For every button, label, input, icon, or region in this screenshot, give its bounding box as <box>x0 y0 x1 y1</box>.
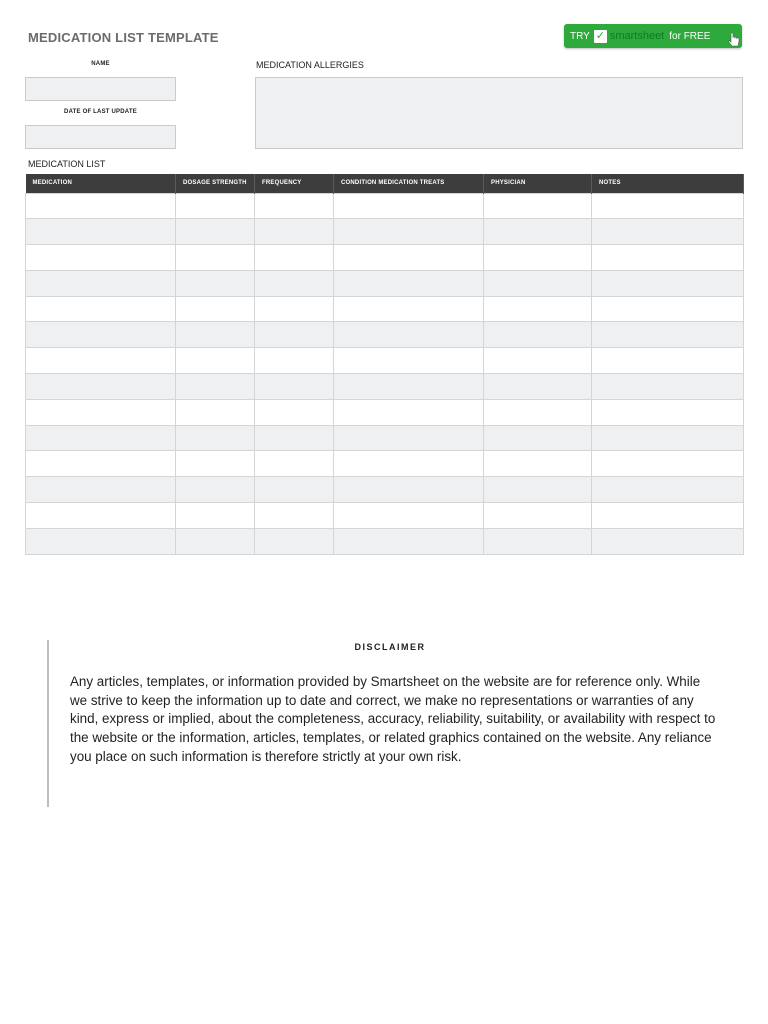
table-cell[interactable] <box>484 245 592 271</box>
table-cell[interactable] <box>592 322 744 348</box>
date-field[interactable] <box>25 125 176 149</box>
table-cell[interactable] <box>592 374 744 400</box>
table-cell[interactable] <box>255 451 334 477</box>
table-header-row <box>26 174 744 193</box>
table-cell[interactable] <box>592 270 744 296</box>
table-cell[interactable] <box>592 425 744 451</box>
table-row <box>26 399 744 425</box>
table-cell[interactable] <box>176 528 255 554</box>
table-cell[interactable] <box>176 503 255 529</box>
table-cell[interactable] <box>26 503 176 529</box>
medication-list-label: MEDICATION LIST <box>28 159 106 169</box>
column-header-condition: CONDITION MEDICATION TREATS <box>334 174 484 193</box>
table-cell[interactable] <box>255 322 334 348</box>
table-row <box>26 322 744 348</box>
smartsheet-logo-text: smartsheet <box>609 30 665 42</box>
table-cell[interactable] <box>26 425 176 451</box>
table-cell[interactable] <box>26 193 176 219</box>
table-cell[interactable] <box>176 374 255 400</box>
table-cell[interactable] <box>484 425 592 451</box>
table-row <box>26 503 744 529</box>
table-cell[interactable] <box>484 193 592 219</box>
table-cell[interactable] <box>26 528 176 554</box>
name-field[interactable] <box>25 77 176 101</box>
table-cell[interactable] <box>484 322 592 348</box>
table-cell[interactable] <box>484 296 592 322</box>
table-cell[interactable] <box>176 451 255 477</box>
allergies-label: MEDICATION ALLERGIES <box>256 60 364 70</box>
table-cell[interactable] <box>255 399 334 425</box>
column-header-notes: NOTES <box>592 174 744 193</box>
cta-try-text: TRY <box>570 30 590 42</box>
table-cell[interactable] <box>26 348 176 374</box>
table-cell[interactable] <box>255 193 334 219</box>
table-cell[interactable] <box>334 322 484 348</box>
table-cell[interactable] <box>484 477 592 503</box>
table-cell[interactable] <box>334 399 484 425</box>
table-cell[interactable] <box>176 399 255 425</box>
table-cell[interactable] <box>334 374 484 400</box>
table-cell[interactable] <box>592 296 744 322</box>
table-cell[interactable] <box>592 219 744 245</box>
name-label: NAME <box>91 61 110 67</box>
table-cell[interactable] <box>484 451 592 477</box>
table-cell[interactable] <box>592 503 744 529</box>
table-cell[interactable] <box>592 193 744 219</box>
table-row <box>26 296 744 322</box>
table-row <box>26 451 744 477</box>
table-cell[interactable] <box>592 477 744 503</box>
table-cell[interactable] <box>592 245 744 271</box>
table-cell[interactable] <box>176 322 255 348</box>
table-cell[interactable] <box>255 348 334 374</box>
cta-free-text: for FREE <box>669 30 711 42</box>
table-cell[interactable] <box>334 503 484 529</box>
table-cell[interactable] <box>176 245 255 271</box>
table-cell[interactable] <box>334 193 484 219</box>
table-cell[interactable] <box>176 270 255 296</box>
table-cell[interactable] <box>484 348 592 374</box>
allergies-field[interactable] <box>255 77 743 149</box>
disclaimer-text: Any articles, templates, or information provided by Smartsheet on the website are for reference only. While we strive to keep the information up to date and correct, we make no representations or warranties of any kind, express or implied, about the completeness, accuracy, reliability, suitability, or availability with respect to the website or the information, articles, templates, or related graphics contained on the website. Any reliance you place on such information is therefore strictly at your own risk. <box>70 674 716 764</box>
table-cell[interactable] <box>26 374 176 400</box>
table-cell[interactable] <box>255 296 334 322</box>
table-cell[interactable] <box>26 451 176 477</box>
table-cell[interactable] <box>255 477 334 503</box>
table-cell[interactable] <box>592 528 744 554</box>
table-cell[interactable] <box>255 374 334 400</box>
table-cell[interactable] <box>592 348 744 374</box>
table-cell[interactable] <box>484 270 592 296</box>
table-row <box>26 270 744 296</box>
table-cell[interactable] <box>176 425 255 451</box>
table-row <box>26 425 744 451</box>
medication-table <box>25 174 744 555</box>
table-cell[interactable] <box>592 451 744 477</box>
table-cell[interactable] <box>255 270 334 296</box>
table-row <box>26 219 744 245</box>
table-cell[interactable] <box>334 348 484 374</box>
column-header-frequency: FREQUENCY <box>255 174 334 193</box>
table-cell[interactable] <box>334 528 484 554</box>
table-cell[interactable] <box>255 245 334 271</box>
table-cell[interactable] <box>334 245 484 271</box>
table-cell[interactable] <box>484 399 592 425</box>
table-cell[interactable] <box>176 296 255 322</box>
column-header-physician: PHYSICIAN <box>484 174 592 193</box>
table-cell[interactable] <box>26 399 176 425</box>
table-cell[interactable] <box>334 451 484 477</box>
table-cell[interactable] <box>334 296 484 322</box>
table-cell[interactable] <box>334 219 484 245</box>
hand-cursor-icon <box>728 32 740 48</box>
table-row <box>26 348 744 374</box>
table-cell[interactable] <box>26 245 176 271</box>
table-cell[interactable] <box>334 270 484 296</box>
column-header-dosage: DOSAGE STRENGTH <box>176 174 255 193</box>
table-cell[interactable] <box>484 503 592 529</box>
column-header-medication: MEDICATION <box>26 174 176 193</box>
table-body <box>26 193 744 554</box>
table-cell[interactable] <box>26 477 176 503</box>
table-cell[interactable] <box>255 425 334 451</box>
table-cell[interactable] <box>176 348 255 374</box>
table-cell[interactable] <box>484 219 592 245</box>
table-cell[interactable] <box>176 193 255 219</box>
table-row <box>26 374 744 400</box>
table-cell[interactable] <box>484 528 592 554</box>
disclaimer-divider <box>47 640 49 807</box>
table-row <box>26 477 744 503</box>
table-cell[interactable] <box>484 374 592 400</box>
table-cell[interactable] <box>26 322 176 348</box>
table-cell[interactable] <box>255 528 334 554</box>
table-cell[interactable] <box>255 219 334 245</box>
table-cell[interactable] <box>26 296 176 322</box>
disclaimer-title: DISCLAIMER <box>354 642 426 652</box>
table-row <box>26 528 744 554</box>
table-cell[interactable] <box>176 477 255 503</box>
table-row <box>26 245 744 271</box>
table-cell[interactable] <box>26 219 176 245</box>
table-cell[interactable] <box>334 477 484 503</box>
table-cell[interactable] <box>255 503 334 529</box>
table-cell[interactable] <box>334 425 484 451</box>
try-smartsheet-button[interactable] <box>564 24 742 48</box>
date-label: DATE OF LAST UPDATE <box>64 109 137 115</box>
table-cell[interactable] <box>592 399 744 425</box>
checkmark-icon: ✓ <box>595 29 605 42</box>
page-title: MEDICATION LIST TEMPLATE <box>28 30 219 45</box>
table-cell[interactable] <box>26 270 176 296</box>
table-cell[interactable] <box>176 219 255 245</box>
table-row <box>26 193 744 219</box>
